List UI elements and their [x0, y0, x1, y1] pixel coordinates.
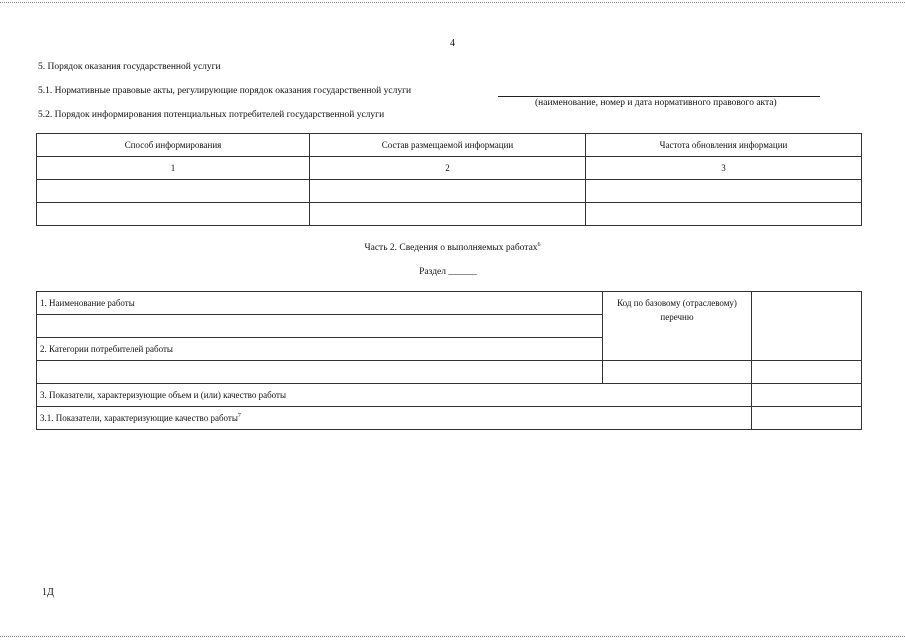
- footer-code: 1Д: [42, 587, 54, 598]
- work-name-value: [37, 315, 603, 338]
- work-name-label: 1. Наименование работы: [37, 292, 603, 315]
- scan-top-edge: [0, 2, 905, 5]
- col-number-2: 2: [310, 157, 586, 180]
- item-5-1-label: 5.1. Нормативные правовые акты, регулирующие порядок оказания государственной услуги: [38, 86, 412, 96]
- empty-cell: [586, 203, 862, 226]
- page-number: 4: [450, 38, 455, 49]
- empty-cell: [37, 180, 310, 203]
- empty-cell: [586, 180, 862, 203]
- empty-cell: [752, 407, 862, 430]
- part-2-title: [0, 242, 905, 253]
- empty-cell: [310, 203, 586, 226]
- table-row: [37, 384, 862, 407]
- quality-indicators-text: 3.1. Показатели, характеризующие качество работы: [40, 413, 238, 423]
- col-number-1: 1: [37, 157, 310, 180]
- section-5-title: 5. Порядок оказания государственной услуги: [38, 62, 221, 72]
- info-table: [36, 133, 862, 226]
- table-row: [37, 203, 862, 226]
- quality-indicators-label: [37, 407, 752, 430]
- table-row: [37, 407, 862, 430]
- footnote-7: 7: [237, 413, 241, 419]
- item-5-2-label: 5.2. Порядок информирования потенциальных потребителей государственной услуги: [38, 110, 385, 120]
- empty-cell: [752, 384, 862, 407]
- works-table: [36, 291, 862, 430]
- header-content: Состав размещаемой информации: [310, 134, 586, 157]
- empty-cell: [310, 180, 586, 203]
- scan-bottom-edge: [0, 636, 905, 639]
- act-fill-line: [498, 96, 820, 97]
- table-row: [37, 292, 862, 315]
- header-frequency: Частота обновления информации: [586, 134, 862, 157]
- table-row: [37, 361, 862, 384]
- table-row: [37, 134, 862, 157]
- act-caption: (наименование, номер и дата нормативного правового акта): [535, 98, 777, 108]
- indicators-label: 3. Показатели, характеризующие объем и (или) качество работы: [37, 384, 752, 407]
- header-method: Способ информирования: [37, 134, 310, 157]
- code-value-cell: [752, 292, 862, 361]
- table-row: [37, 180, 862, 203]
- empty-cell: [603, 361, 752, 384]
- code-label: Код по базовому (отраслевому) перечню: [603, 292, 752, 361]
- part-2-title-text: Часть 2. Сведения о выполняемых работах: [364, 243, 538, 254]
- consumers-value: [37, 361, 603, 384]
- empty-cell: [752, 361, 862, 384]
- empty-cell: [37, 203, 310, 226]
- table-row: [37, 157, 862, 180]
- footnote-6: 6: [537, 242, 541, 248]
- consumers-label: 2. Категории потребителей работы: [37, 338, 603, 361]
- section-label: Раздел ______: [419, 267, 477, 277]
- col-number-3: 3: [586, 157, 862, 180]
